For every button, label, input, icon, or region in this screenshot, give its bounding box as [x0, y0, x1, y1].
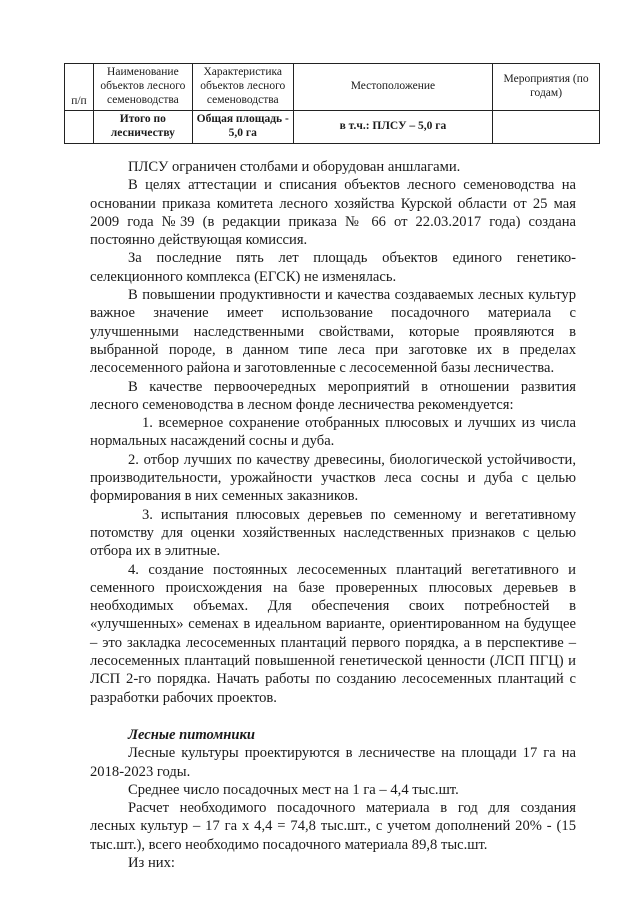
- total-measures: [493, 111, 600, 144]
- table-total-row: [65, 111, 600, 144]
- section-heading: Лесные питомники: [128, 726, 255, 743]
- list-item: 1. всемерное сохранение отобранных плюсовых и лучших из числа нормальных насаждений сосны и дуба.: [90, 415, 576, 450]
- forest-seed-objects-table: [64, 63, 600, 144]
- table-header-row: [65, 64, 600, 111]
- paragraph: В качестве первоочередных мероприятий в отношении развития лесного семеноводства в лесном фонде лесничества рекомендуется:: [90, 378, 576, 413]
- total-characteristic: Общая площадь - 5,0 га: [192, 111, 293, 144]
- paragraph: В повышении продуктивности и качества создаваемых лесных культур важное значение имеет использование посадочного материала с улучшенными наследственными свойствами, которые проявляются в выбранной породе, в данном типе леса при заготовке их в пределах лесосеменного района и заготовленные с лесосеменной базы лесничества.: [90, 287, 576, 377]
- header-name: Наименование объектов лесного семеноводства: [93, 64, 192, 111]
- list-item: 3. испытания плюсовых деревьев по семенному и вегетативному потомству для оценки хозяйственных наследственных признаков с целью отбора их в элитные.: [90, 506, 576, 560]
- total-location: в т.ч.: ПЛСУ – 5,0 га: [293, 111, 492, 144]
- list-item: 4. создание постоянных лесосеменных плантаций вегетативного и семенного происхождения на базе проверенных плюсовых деревьев в необходимых объемах. Для обеспечения своих потребностей в «улучшенных» семенах в идеальном варианте, ориентированном на будущее – это закладка лесосеменных плантаций первого порядка, а в перспективе – лесосеменных плантаций повышенной генетической ценности (ЛСП ПГЦ) и ЛСП 2-го порядка. Начать работы по созданию лесосеменных плантаций с разработки рабочих проектов.: [90, 561, 576, 706]
- paragraph: ПЛСУ ограничен столбами и оборудован аншлагами.: [128, 159, 461, 175]
- paragraph: В целях аттестации и списания объектов лесного семеноводства на основании приказа комитета лесного хозяйства Курской области от 25 мая 2009 года №39 (в редакции приказа № 66 от 22.03.2017 года) создана постоянно действующая комиссия.: [90, 177, 576, 249]
- header-characteristic: Характеристика объектов лесного семеноводства: [192, 64, 293, 111]
- total-num: [65, 111, 94, 144]
- header-measures: Мероприятия (по годам): [493, 64, 600, 111]
- paragraph: За последние пять лет площадь объектов единого генетико-селекционного комплекса (ЕГСК) не изменялась.: [90, 250, 576, 285]
- document-body: [90, 158, 576, 872]
- paragraph: Расчет необходимого посадочного материала в год для создания лесных культур – 17 га х 4,4 = 74,8 тыс.шт., с учетом дополнений 20% - (15 тыс.шт.), всего необходимо посадочного материала 89,8 тыс.шт.: [90, 800, 576, 853]
- total-name: Итого по лесничеству: [93, 111, 192, 144]
- header-location: Местоположение: [293, 64, 492, 111]
- header-num: п/п: [65, 64, 94, 111]
- paragraph: Среднее число посадочных мест на 1 га – 4,4 тыс.шт.: [128, 781, 459, 798]
- paragraph: Лесные культуры проектируются в лесничестве на площади 17 га на 2018-2023 годы.: [90, 745, 576, 780]
- paragraph: Из них:: [128, 854, 175, 871]
- list-item: 2. отбор лучших по качеству древесины, биологической устойчивости, производительности, урожайности участков леса сосны и дуба с целью формирования в них семенных заказников.: [90, 451, 576, 505]
